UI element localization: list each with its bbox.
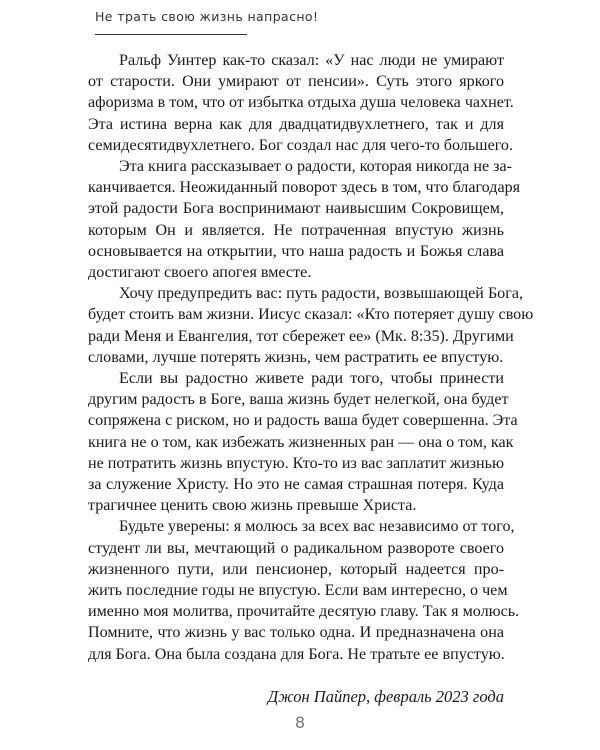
text-line: будет стоить вам жизни. Иисус сказал: «Кто потеряет душу свою [88, 306, 534, 324]
text-line: сопряжена с риском, но и радость ваша будет совершенна. Эта [88, 412, 518, 430]
text-line: достигают своего апогея вместе. [88, 264, 312, 282]
text-line: от старости. Они умирают от пенсии». Суть этого яркого [88, 73, 504, 91]
text-line: Эта книга рассказывает о радости, которая никогда не за- [119, 158, 513, 176]
text-line: Помните, что жизнь у вас только одна. И предназначена она [88, 624, 504, 642]
body-text [88, 50, 534, 665]
text-line: для Бога. Она была создана для Бога. Не тратьте ее впустую. [88, 645, 505, 663]
page-number: 8 [294, 713, 306, 732]
text-line: студент ли вы, мечтающий о радикальном развороте своего [88, 539, 504, 557]
text-line: этой радости Бога воспринимают наивысшим Сокровищем, [88, 200, 504, 218]
header-rule [95, 34, 247, 35]
text-line: Если вы радостно живете ради того, чтобы принести [119, 370, 504, 388]
text-line: жизненного пути, или пенсионер, который надеется про- [88, 560, 504, 578]
text-line: Эта истина верна как для двадцатидвухлетнего, так и для [88, 115, 504, 133]
text-line: Будьте уверены: я молюсь за всех вас независимо от того, [119, 518, 515, 536]
text-line: которым Он и является. Не потраченная впустую жизнь [88, 221, 504, 239]
text-line: именно моя молитва, прочитайте десятую главу. Так я молюсь. [88, 603, 520, 621]
running-header: Не трать свою жизнь напрасно! [95, 9, 319, 24]
text-line: канчивается. Неожиданный поворот здесь в том, что благодаря [88, 179, 521, 197]
text-line: не потратить жизнь впустую. Кто-то из вас заплатит жизнью [88, 454, 505, 472]
text-line: основывается на открытии, что наша радость и Божья слава [88, 242, 504, 260]
text-line: книга не о том, как избежать жизненных ран — она о том, как [88, 433, 514, 451]
text-line: словами, лучше потерять жизнь, чем растратить ее впустую. [88, 348, 504, 366]
text-line: трагичнее ценить свою жизнь превыше Христа. [88, 497, 417, 515]
text-line: ради Меня и Евангелия, тот сбережет ее» (Мк. 8:35). Другими [88, 327, 514, 345]
author-signature: Джон Пайпер, февраль 2023 года [267, 687, 504, 706]
text-line: Ральф Уинтер как-то сказал: «У нас люди не умирают [119, 52, 504, 69]
text-line: жить последние годы не впустую. Если вам интересно, о чем [88, 582, 508, 600]
text-line: другим радость в Боге, ваша жизнь будет нелегкой, она будет [88, 391, 509, 409]
text-line: афоризма в том, что от избытка отдыха душа человека чахнет. [88, 94, 514, 112]
text-line: семидесятидвухлетнего. Бог создал нас для чего-то большего. [88, 136, 513, 154]
text-line: за служение Христу. Но это не самая страшная потеря. Куда [88, 476, 504, 494]
text-line: Хочу предупредить вас: путь радости, возвышающей Бога, [119, 285, 523, 303]
